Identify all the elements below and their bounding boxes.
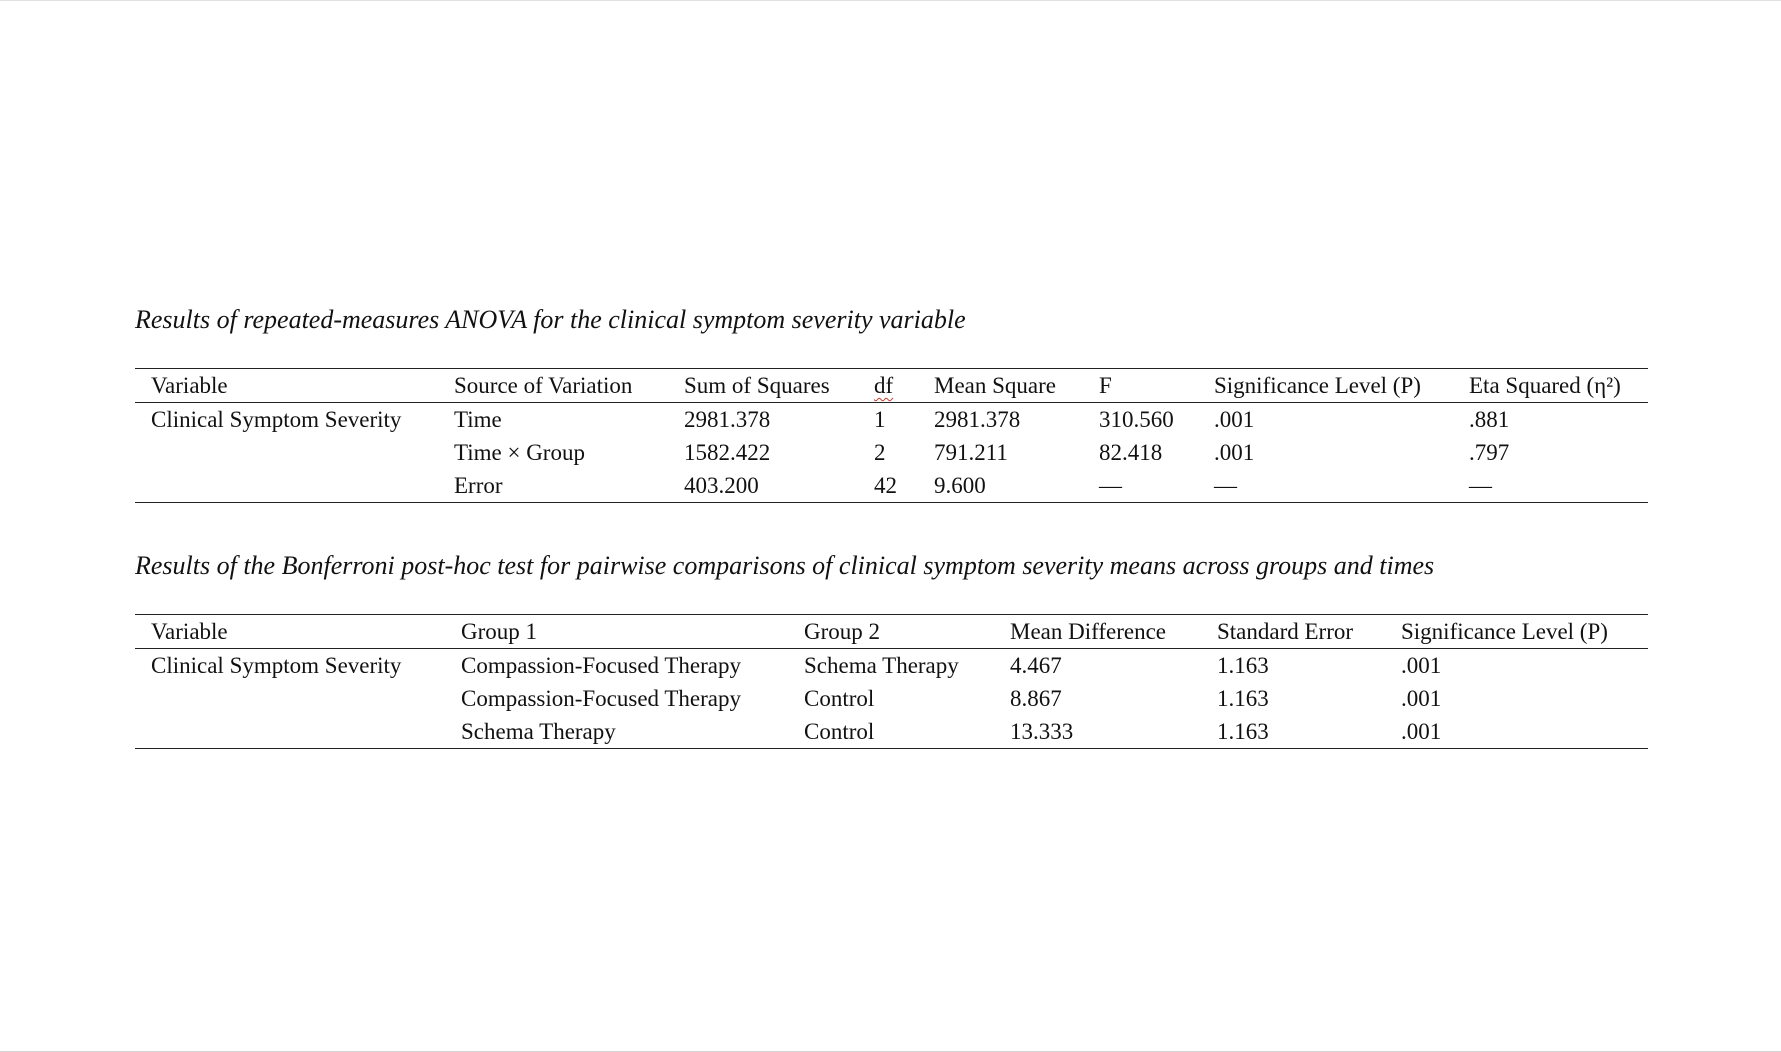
cell-standard-error: 1.163 <box>1217 653 1269 678</box>
cell-variable: Clinical Symptom Severity <box>151 653 402 678</box>
cell-group-1: Compassion-Focused Therapy <box>461 686 742 711</box>
cell-sum-of-squares: 2981.378 <box>684 407 771 432</box>
cell-standard-error: 1.163 <box>1217 686 1269 711</box>
bonferroni-table-caption: Results of the Bonferroni post-hoc test for pairwise comparisons of clinical symptom severity means across groups and times <box>135 551 1435 580</box>
header-df <box>858 369 918 403</box>
anova-table <box>135 368 1648 503</box>
cell-mean-difference: 8.867 <box>1010 686 1062 711</box>
cell-eta-squared: .881 <box>1469 407 1510 432</box>
anova-header-row <box>135 369 1648 403</box>
cell-source: Error <box>438 469 668 503</box>
cell-significance: — <box>1198 469 1453 503</box>
header-mean-square: Mean Square <box>918 369 1083 403</box>
cell-sum-of-squares: 403.200 <box>668 469 858 503</box>
window-top-edge <box>0 0 1781 1</box>
cell-variable <box>135 715 445 749</box>
header-df-label: df <box>874 373 894 398</box>
cell-mean-difference: 4.467 <box>1010 653 1062 678</box>
table-row <box>135 436 1648 469</box>
cell-f: 310.560 <box>1099 407 1174 432</box>
cell-standard-error: 1.163 <box>1201 715 1385 749</box>
cell-sum-of-squares: 1582.422 <box>684 440 771 465</box>
table-row <box>135 469 1648 503</box>
header-source-of-variation: Source of Variation <box>438 369 668 403</box>
cell-variable <box>135 436 438 469</box>
cell-variable <box>135 682 445 715</box>
header-standard-error: Standard Error <box>1201 615 1385 649</box>
anova-table-caption: Results of repeated-measures ANOVA for the clinical symptom severity variable <box>135 305 966 334</box>
cell-eta-squared: — <box>1453 469 1648 503</box>
header-significance: Significance Level (P) <box>1198 369 1453 403</box>
cell-significance: .001 <box>1214 407 1255 432</box>
header-sum-of-squares: Sum of Squares <box>668 369 858 403</box>
cell-mean-square: 791.211 <box>934 440 1008 465</box>
cell-significance: .001 <box>1401 653 1442 678</box>
table-row <box>135 403 1648 437</box>
cell-eta-squared: .797 <box>1469 440 1510 465</box>
cell-f: — <box>1083 469 1198 503</box>
table-row <box>135 682 1648 715</box>
cell-mean-square: 9.600 <box>918 469 1083 503</box>
cell-group-2: Control <box>804 686 875 711</box>
header-variable: Variable <box>135 615 445 649</box>
header-group-2: Group 2 <box>788 615 994 649</box>
bonferroni-table <box>135 614 1648 749</box>
cell-mean-difference: 13.333 <box>994 715 1201 749</box>
header-significance: Significance Level (P) <box>1385 615 1648 649</box>
cell-significance: .001 <box>1401 686 1442 711</box>
cell-mean-square: 2981.378 <box>934 407 1021 432</box>
cell-group-2: Schema Therapy <box>804 653 959 678</box>
cell-df: 2 <box>874 440 886 465</box>
header-variable: Variable <box>135 369 438 403</box>
cell-group-2: Control <box>788 715 994 749</box>
bonferroni-header-row <box>135 615 1648 649</box>
cell-group-1: Compassion-Focused Therapy <box>461 653 742 678</box>
cell-significance: .001 <box>1214 440 1255 465</box>
header-mean-difference: Mean Difference <box>994 615 1201 649</box>
header-f: F <box>1083 369 1198 403</box>
cell-variable <box>135 469 438 503</box>
cell-group-1: Schema Therapy <box>445 715 788 749</box>
cell-source: Time × Group <box>454 440 585 465</box>
cell-df: 1 <box>874 407 886 432</box>
header-eta-squared: Eta Squared (η²) <box>1453 369 1648 403</box>
cell-variable: Clinical Symptom Severity <box>151 407 402 432</box>
cell-source: Time <box>454 407 502 432</box>
table-row <box>135 715 1648 749</box>
table-row <box>135 649 1648 683</box>
header-group-1: Group 1 <box>445 615 788 649</box>
cell-df: 42 <box>858 469 918 503</box>
cell-f: 82.418 <box>1099 440 1163 465</box>
cell-significance: .001 <box>1385 715 1648 749</box>
